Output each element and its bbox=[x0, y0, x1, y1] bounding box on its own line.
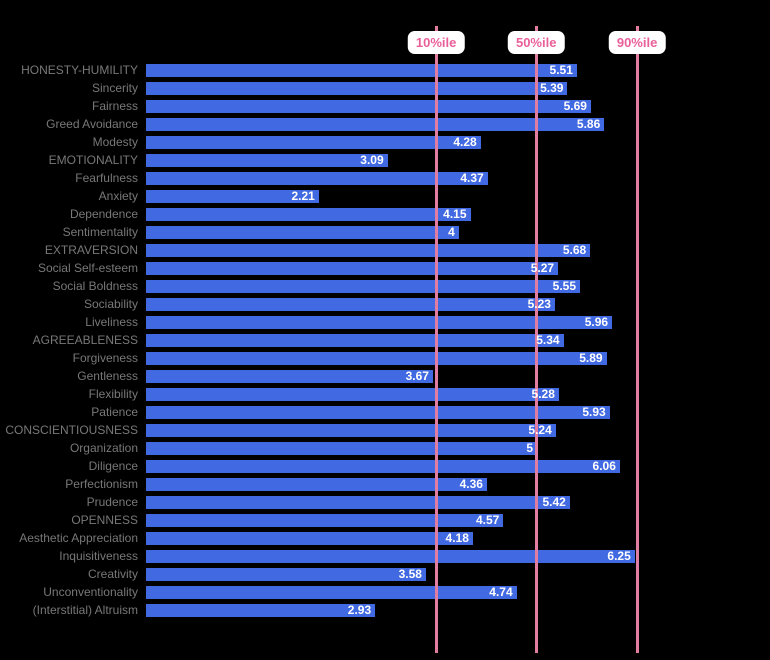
score-bar bbox=[146, 406, 610, 419]
score-bar bbox=[146, 154, 388, 167]
bar-value: 4.74 bbox=[489, 585, 513, 599]
bar-row bbox=[0, 262, 770, 275]
percentile-line bbox=[435, 26, 438, 653]
row-label: Fearfulness bbox=[75, 171, 138, 185]
row-label: Fairness bbox=[91, 99, 138, 113]
bar-value: 5.68 bbox=[562, 243, 587, 257]
row-label: Gentleness bbox=[77, 369, 138, 383]
row-label: EMOTIONALITY bbox=[48, 153, 138, 167]
row-label: Inquisitiveness bbox=[59, 549, 138, 563]
bar-value: 5.86 bbox=[576, 117, 601, 131]
bar-value: 5.96 bbox=[584, 315, 609, 329]
bar-row bbox=[0, 568, 770, 581]
bar-row bbox=[0, 442, 770, 455]
bar-row bbox=[0, 118, 770, 131]
factor-group bbox=[0, 424, 770, 509]
score-bar bbox=[146, 280, 580, 293]
row-label: Forgiveness bbox=[72, 351, 138, 365]
bar-value: 5.34 bbox=[536, 333, 560, 347]
row-label: Diligence bbox=[88, 459, 138, 473]
row-label: Sincerity bbox=[91, 81, 138, 95]
row-label: Dependence bbox=[69, 207, 138, 221]
bar-value: 6.25 bbox=[607, 549, 631, 563]
row-label: AGREEABLENESS bbox=[32, 333, 138, 347]
score-bar bbox=[146, 100, 591, 113]
bar-row bbox=[0, 370, 770, 383]
row-label: Social Boldness bbox=[52, 279, 138, 293]
row-label: Modesty bbox=[92, 135, 138, 149]
bar-row bbox=[0, 190, 770, 203]
percentile-label: 50%ile bbox=[508, 31, 564, 54]
score-bar bbox=[146, 532, 473, 545]
bar-value: 3.09 bbox=[360, 153, 384, 167]
bar-row bbox=[0, 100, 770, 113]
bar-row bbox=[0, 244, 770, 257]
bar-rows-layer bbox=[0, 64, 770, 622]
row-label: Anxiety bbox=[98, 189, 138, 203]
row-label: EXTRAVERSION bbox=[44, 243, 138, 257]
bar-value: 5.28 bbox=[531, 387, 555, 401]
bar-value: 4.18 bbox=[445, 531, 469, 545]
bar-value: 5.51 bbox=[549, 63, 573, 77]
bar-value: 4.57 bbox=[476, 513, 500, 527]
bar-row bbox=[0, 424, 770, 437]
bar-value: 5.93 bbox=[582, 405, 606, 419]
bar-value: 5.69 bbox=[563, 99, 587, 113]
score-bar bbox=[146, 82, 567, 95]
bar-row bbox=[0, 154, 770, 167]
factor-group bbox=[0, 604, 770, 617]
bar-value: 5.27 bbox=[530, 261, 555, 275]
bar-row bbox=[0, 226, 770, 239]
score-bar bbox=[146, 208, 471, 221]
bar-row bbox=[0, 532, 770, 545]
bar-row bbox=[0, 406, 770, 419]
bar-value: 4.36 bbox=[459, 477, 483, 491]
bar-value: 6.06 bbox=[592, 459, 616, 473]
row-label: Prudence bbox=[86, 495, 138, 509]
bar-row bbox=[0, 352, 770, 365]
bar-row bbox=[0, 478, 770, 491]
score-bar bbox=[146, 190, 319, 203]
score-bar bbox=[146, 568, 426, 581]
factor-group bbox=[0, 244, 770, 329]
score-bar bbox=[146, 262, 558, 275]
bar-value: 4.15 bbox=[443, 207, 467, 221]
bar-value: 4 bbox=[448, 225, 455, 239]
score-bar bbox=[146, 298, 555, 311]
bar-value: 5.39 bbox=[540, 81, 564, 95]
row-label: Creativity bbox=[87, 567, 138, 581]
bar-value: 5.24 bbox=[528, 423, 552, 437]
score-bar bbox=[146, 64, 577, 77]
row-label: Patience bbox=[91, 405, 138, 419]
bar-value: 3.67 bbox=[405, 369, 429, 383]
bar-row bbox=[0, 82, 770, 95]
factor-group bbox=[0, 514, 770, 599]
score-bar bbox=[146, 316, 612, 329]
bar-row bbox=[0, 496, 770, 509]
row-label: Aesthetic Appreciation bbox=[19, 531, 138, 545]
score-bar bbox=[146, 136, 481, 149]
bar-value: 5.55 bbox=[552, 279, 576, 293]
bar-row bbox=[0, 298, 770, 311]
score-bar bbox=[146, 424, 556, 437]
row-label: OPENNESS bbox=[71, 513, 138, 527]
bar-row bbox=[0, 334, 770, 347]
score-bar bbox=[146, 604, 375, 617]
bar-row bbox=[0, 514, 770, 527]
bar-row bbox=[0, 586, 770, 599]
score-bar bbox=[146, 586, 517, 599]
score-bar bbox=[146, 442, 537, 455]
bar-row bbox=[0, 208, 770, 221]
bar-value: 2.21 bbox=[291, 189, 315, 203]
bar-row bbox=[0, 316, 770, 329]
factor-group bbox=[0, 64, 770, 149]
score-bar bbox=[146, 550, 635, 563]
score-bar bbox=[146, 496, 570, 509]
row-label: CONSCIENTIOUSNESS bbox=[5, 423, 138, 437]
bar-value: 5 bbox=[526, 441, 533, 455]
bar-value: 5.42 bbox=[542, 495, 566, 509]
bar-value: 3.58 bbox=[398, 567, 422, 581]
bar-value: 4.28 bbox=[453, 135, 477, 149]
row-label: Greed Avoidance bbox=[46, 117, 138, 131]
score-bar bbox=[146, 460, 620, 473]
percentile-line bbox=[636, 26, 639, 653]
percentile-label: 10%ile bbox=[408, 31, 464, 54]
percentile-label: 90%ile bbox=[609, 31, 665, 54]
bar-value: 4.37 bbox=[460, 171, 484, 185]
score-bar bbox=[146, 370, 433, 383]
bar-value: 5.89 bbox=[579, 351, 603, 365]
row-label: (Interstitial) Altruism bbox=[32, 603, 138, 617]
bar-row bbox=[0, 172, 770, 185]
bar-row bbox=[0, 604, 770, 617]
score-bar bbox=[146, 388, 559, 401]
row-label: Liveliness bbox=[85, 315, 138, 329]
row-label: Unconventionality bbox=[43, 585, 138, 599]
bar-value: 5.23 bbox=[527, 297, 551, 311]
bar-row bbox=[0, 550, 770, 563]
score-bar bbox=[146, 244, 590, 257]
bar-row bbox=[0, 64, 770, 77]
row-label: Perfectionism bbox=[65, 477, 138, 491]
row-label: Organization bbox=[69, 441, 138, 455]
factor-group bbox=[0, 154, 770, 239]
row-label: Sociability bbox=[83, 297, 138, 311]
row-label: Sentimentality bbox=[62, 225, 138, 239]
bar-row bbox=[0, 136, 770, 149]
bar-row bbox=[0, 280, 770, 293]
row-label: Social Self-esteem bbox=[37, 261, 138, 275]
row-label: HONESTY-HUMILITY bbox=[21, 63, 138, 77]
bar-row bbox=[0, 460, 770, 473]
score-bar bbox=[146, 514, 503, 527]
factor-group bbox=[0, 334, 770, 419]
row-label: Flexibility bbox=[88, 387, 138, 401]
bar-value: 2.93 bbox=[347, 603, 372, 617]
score-bar bbox=[146, 226, 459, 239]
score-bar bbox=[146, 334, 564, 347]
bar-row bbox=[0, 388, 770, 401]
